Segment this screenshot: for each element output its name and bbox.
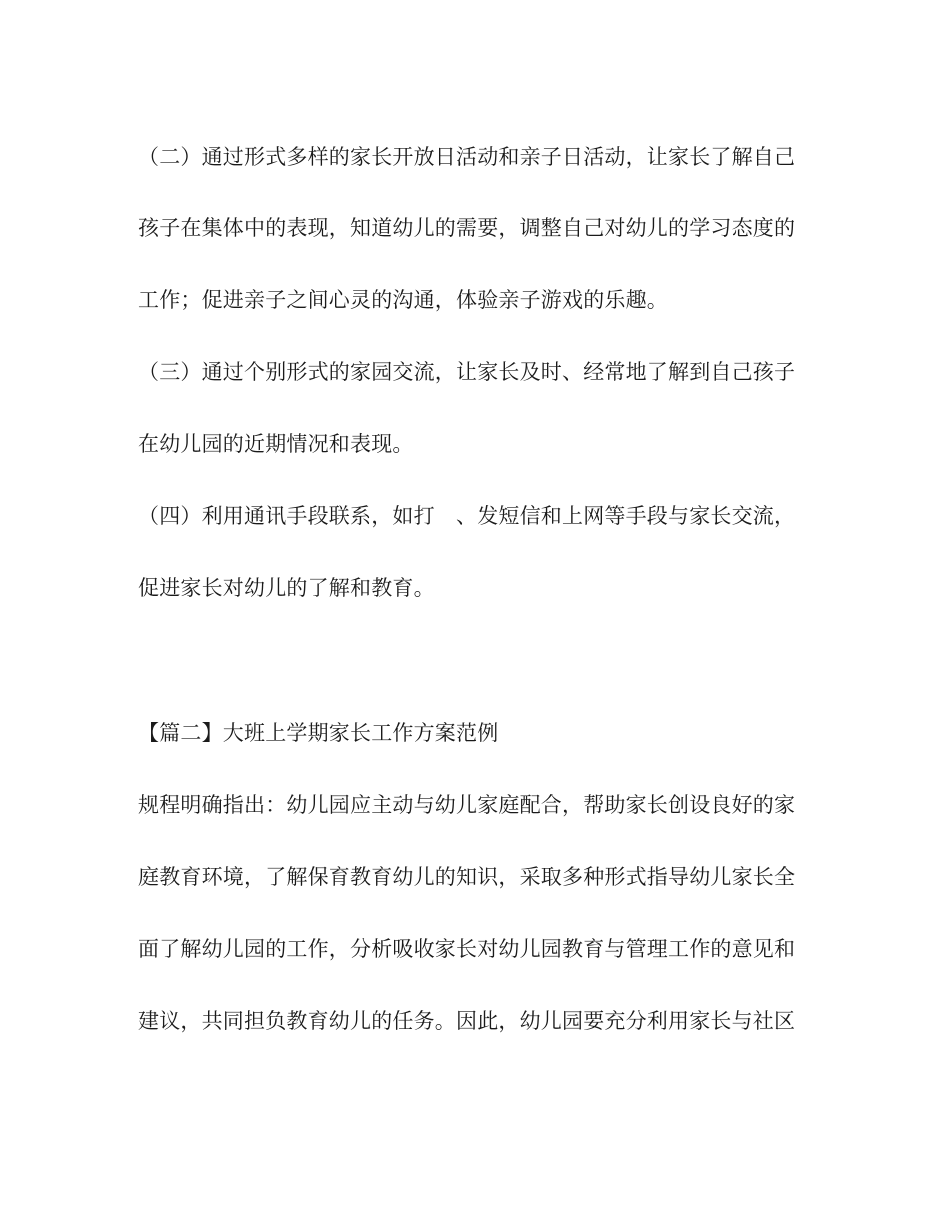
intro-paragraph-line-4: 建议，共同担负教育幼儿的任务。因此，幼儿园要充分利用家长与社区 (138, 1009, 796, 1033)
section-heading: 【篇二】大班上学期家长工作方案范例 (138, 721, 499, 745)
paragraph-4-line-1: （四）利用通讯手段联系，如打 、发短信和上网等手段与家长交流， (138, 504, 796, 528)
paragraph-3-line-1: （三）通过个别形式的家园交流，让家长及时、经常地了解到自己孩子 (138, 360, 796, 384)
intro-paragraph-line-3: 面了解幼儿园的工作，分析吸收家长对幼儿园教育与管理工作的意见和 (138, 937, 796, 961)
intro-paragraph-line-2: 庭教育环境，了解保育教育幼儿的知识，采取多种形式指导幼儿家长全 (138, 865, 796, 889)
paragraph-2-line-2: 孩子在集体中的表现，知道幼儿的需要，调整自己对幼儿的学习态度的 (138, 216, 796, 240)
paragraph-4-line-2: 促进家长对幼儿的了解和教育。 (138, 576, 435, 600)
paragraph-2-line-1: （二）通过形式多样的家长开放日活动和亲子日活动，让家长了解自己 (138, 145, 796, 169)
intro-paragraph-line-1: 规程明确指出：幼儿园应主动与幼儿家庭配合，帮助家长创设良好的家 (138, 793, 796, 817)
paragraph-2-line-3: 工作；促进亲子之间心灵的沟通，体验亲子游戏的乐趣。 (138, 288, 668, 312)
paragraph-3-line-2: 在幼儿园的近期情况和表现。 (138, 432, 414, 456)
